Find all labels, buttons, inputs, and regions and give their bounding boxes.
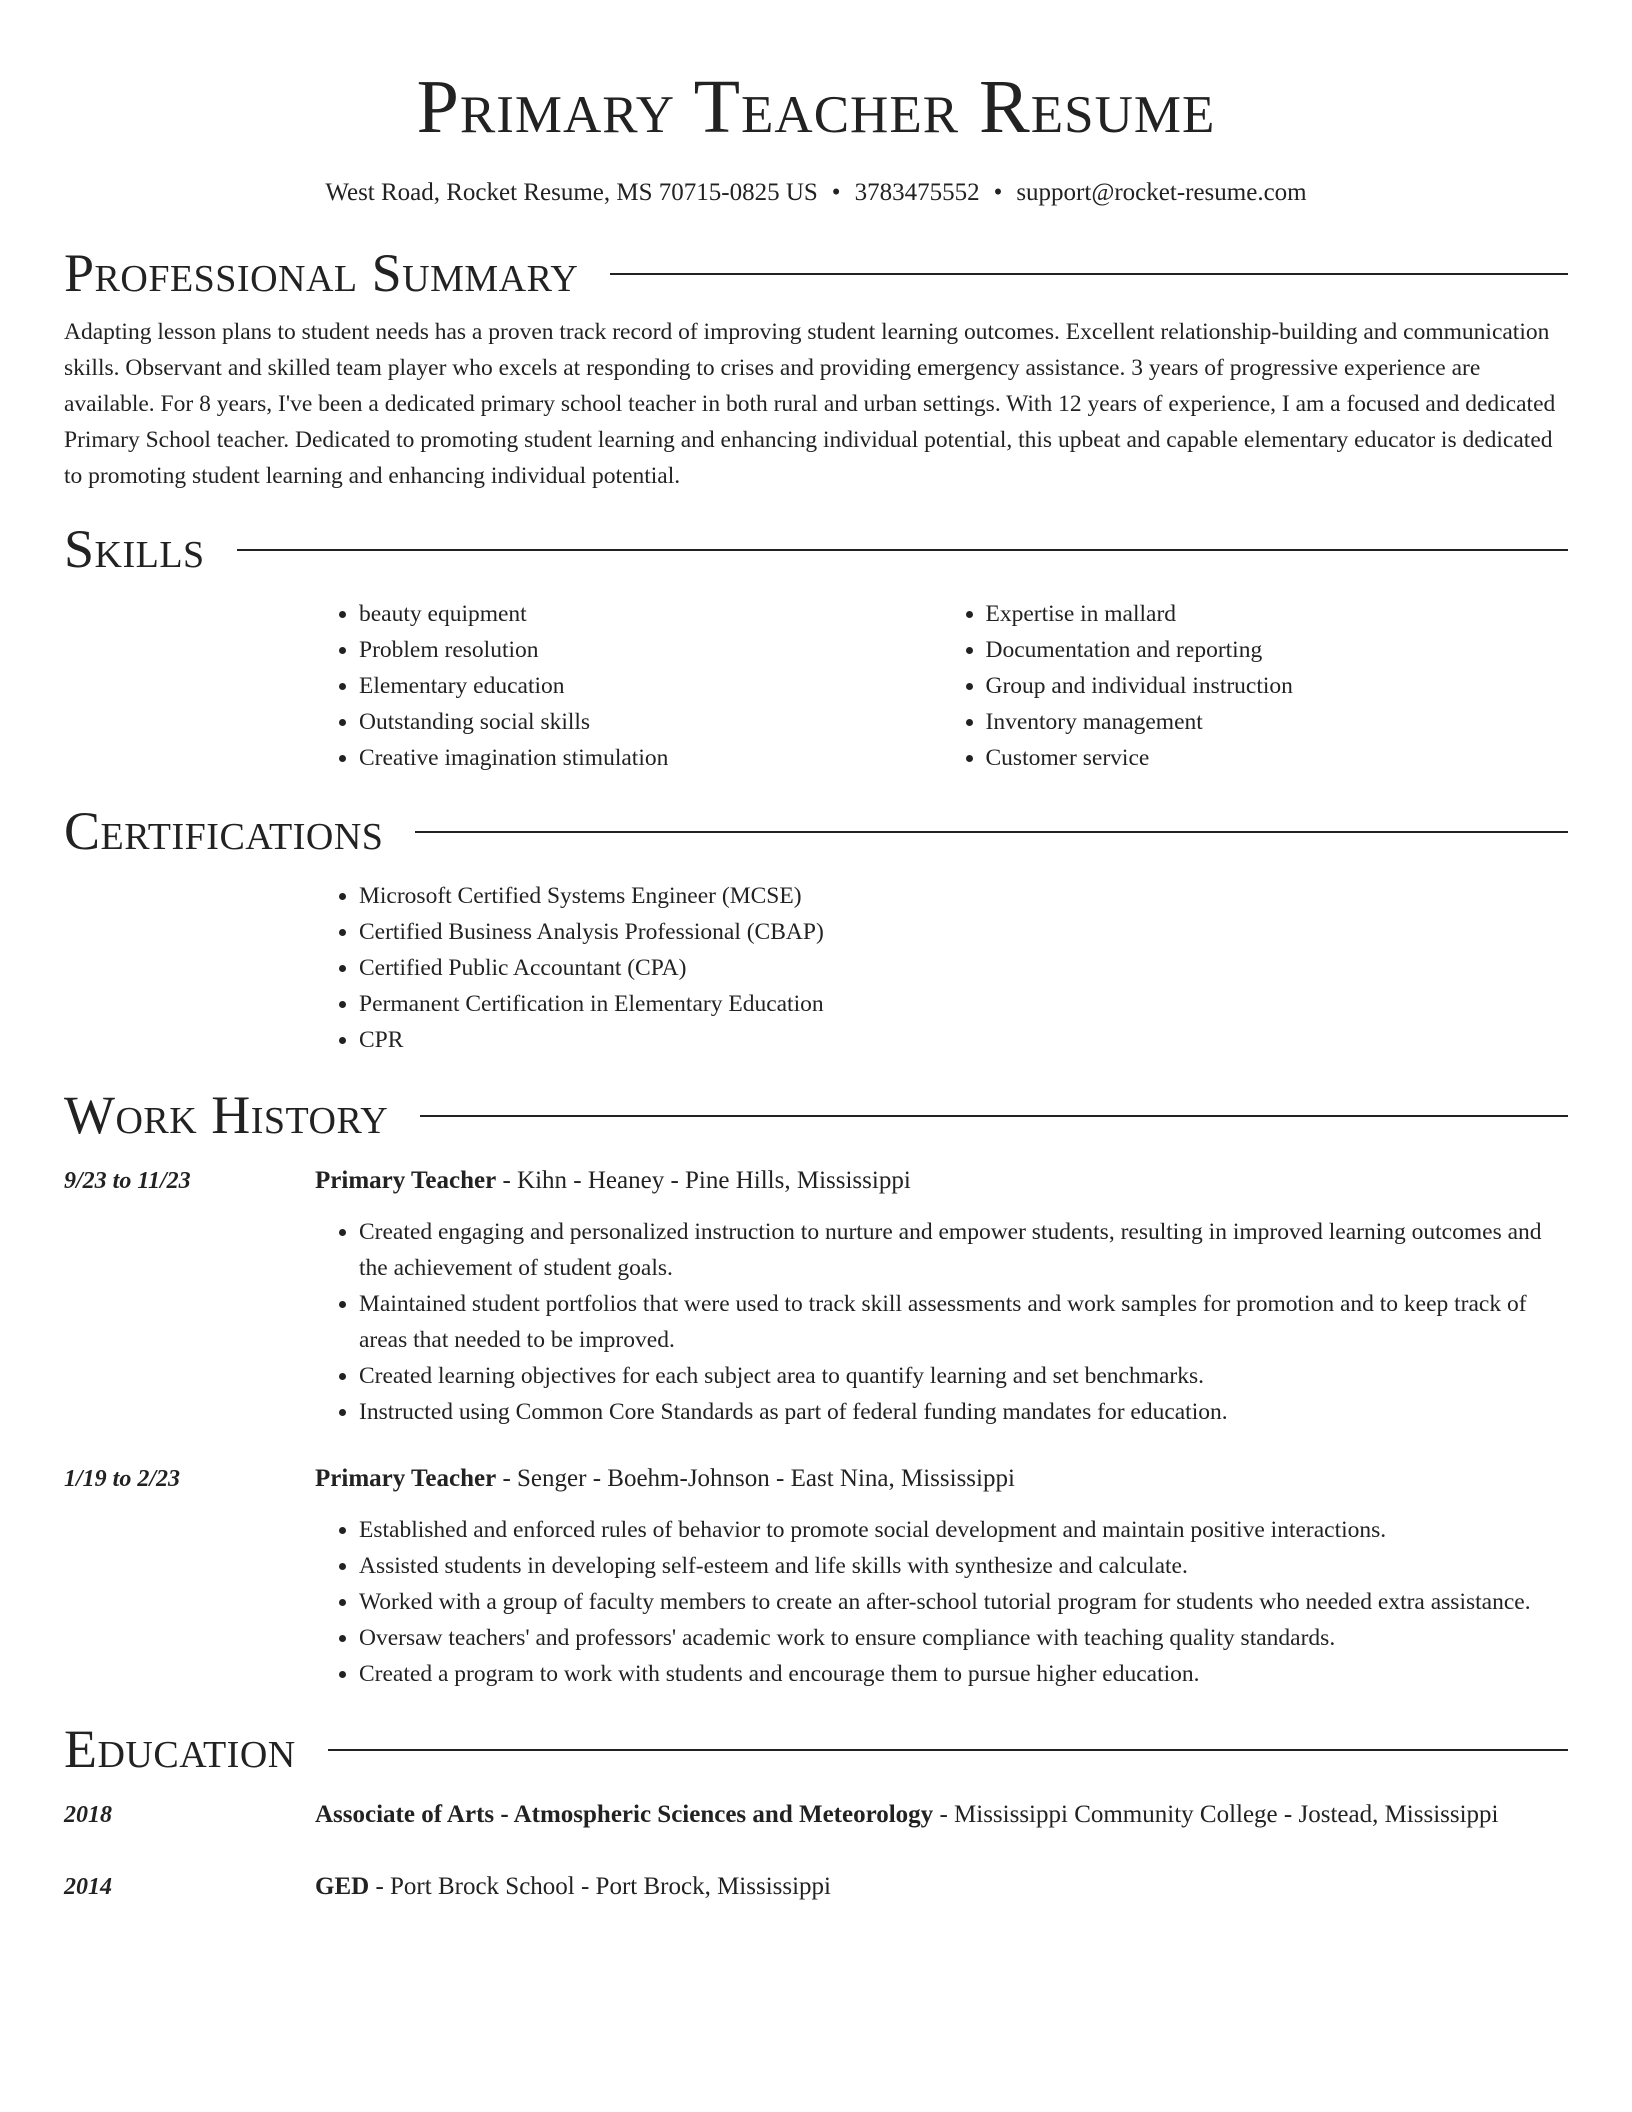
- summary-section-header: [64, 238, 1568, 308]
- job-bullet: • Worked with a group of faculty members to create an after-school tutorial program for students who needed extra assistance.: [359, 1584, 1568, 1620]
- job-bullet: • Created a program to work with students and encourage them to pursue higher education.: [359, 1656, 1568, 1692]
- contact-line: [64, 176, 1568, 210]
- education-body: [315, 1868, 1568, 1906]
- job-bullet: • Created learning objectives for each subject area to quantify learning and set benchmarks.: [359, 1358, 1568, 1394]
- job-heading: [315, 1460, 1568, 1498]
- summary-text: Adapting lesson plans to student needs has a proven track record of improving student learning outcomes. Excellent relationship-building and communication skills. Observant and skilled team player who excels at responding to crises and providing emergency assistance. 3 years of progressive experience are available. For 8 years, I've been a dedicated primary school teacher in both rural and urban settings. With 12 years of experience, I am a focused and dedicated Primary School teacher. Dedicated to promoting student learning and enhancing individual potential, this upbeat and capable elementary educator is dedicated to promoting student learning and enhancing individual potential.: [64, 319, 1556, 489]
- job-body: [315, 1162, 1568, 1430]
- job-heading: [315, 1162, 1568, 1200]
- job-bullet: • Assisted students in developing self-esteem and life skills with synthesize and calculate.: [359, 1548, 1568, 1584]
- education-date: 2018: [64, 1802, 112, 1828]
- certification-item: • Certified Business Analysis Professional (CBAP): [359, 914, 1568, 950]
- contact-separator: •: [993, 179, 1003, 206]
- certifications-heading: Certifications: [64, 801, 384, 861]
- section-divider: [420, 1115, 1568, 1117]
- contact-address: West Road, Rocket Resume, MS 70715-0825 US: [325, 179, 818, 206]
- resume-title: Primary Teacher Resume: [416, 65, 1216, 149]
- job-bullet: • Oversaw teachers' and professors' academic work to ensure compliance with teaching quality standards.: [359, 1620, 1568, 1656]
- skill-item: • Creative imagination stimulation: [359, 740, 942, 776]
- skill-item: • Customer service: [986, 740, 1569, 776]
- skill-item: • Documentation and reporting: [986, 632, 1569, 668]
- job-bullet: • Established and enforced rules of behavior to promote social development and maintain positive interactions.: [359, 1512, 1568, 1548]
- education-heading-line: [315, 1796, 1568, 1834]
- skills-list-left: [315, 596, 942, 776]
- job-date: 1/19 to 2/23: [64, 1466, 181, 1492]
- skills-heading: Skills: [64, 519, 205, 579]
- skills-list-right: [942, 596, 1569, 776]
- skills-grid: [315, 596, 1568, 776]
- education-details: - Mississippi Community College - Jostead, Mississippi: [933, 1801, 1499, 1828]
- job-title: Primary Teacher: [315, 1167, 497, 1194]
- section-divider: [415, 831, 1568, 833]
- education-degree: GED: [315, 1873, 370, 1900]
- skill-item: • Outstanding social skills: [359, 704, 942, 740]
- resume-page: [64, 0, 1568, 1906]
- certifications-section-header: [64, 796, 1568, 866]
- job-details: - Kihn - Heaney - Pine Hills, Mississippi: [496, 1167, 911, 1194]
- section-divider: [610, 273, 1568, 275]
- education-details: - Port Brock School - Port Brock, Mississippi: [369, 1873, 832, 1900]
- work-heading: Work History: [64, 1085, 389, 1145]
- section-divider: [237, 549, 1568, 551]
- skill-item: • Group and individual instruction: [986, 668, 1569, 704]
- education-date: 2014: [64, 1874, 112, 1900]
- education-heading-line: [315, 1868, 1568, 1906]
- skill-item: • Inventory management: [986, 704, 1569, 740]
- job-bullets: [315, 1512, 1568, 1692]
- section-divider: [328, 1749, 1568, 1751]
- certification-item: • Certified Public Accountant (CPA): [359, 950, 1568, 986]
- certifications-list: [315, 878, 1568, 1058]
- education-body: [315, 1796, 1568, 1834]
- job-date: 9/23 to 11/23: [64, 1168, 191, 1194]
- job-title: Primary Teacher: [315, 1465, 497, 1492]
- job-bullet: • Instructed using Common Core Standards as part of federal funding mandates for education.: [359, 1394, 1568, 1430]
- work-section-header: [64, 1080, 1568, 1150]
- education-entry: [64, 1868, 1568, 1906]
- skill-item: • Expertise in mallard: [986, 596, 1569, 632]
- summary-heading: Professional Summary: [64, 243, 579, 303]
- skills-section-header: [64, 514, 1568, 584]
- skill-item: • Elementary education: [359, 668, 942, 704]
- certification-item: • CPR: [359, 1022, 1568, 1058]
- job-bullet: • Maintained student portfolios that were used to track skill assessments and work samples for promotion and to keep track of areas that needed to be improved.: [359, 1286, 1568, 1358]
- job-bullet: • Created engaging and personalized instruction to nurture and empower students, resulting in improved learning outcomes and the achievement of student goals.: [359, 1214, 1568, 1286]
- education-degree: Associate of Arts - Atmospheric Sciences and Meteorology: [315, 1801, 934, 1828]
- education-section-header: [64, 1714, 1568, 1784]
- job-entry: [64, 1162, 1568, 1430]
- job-details: - Senger - Boehm-Johnson - East Nina, Mississippi: [496, 1465, 1015, 1492]
- certification-item: • Permanent Certification in Elementary Education: [359, 986, 1568, 1022]
- job-body: [315, 1460, 1568, 1692]
- contact-phone: 3783475552: [854, 179, 980, 206]
- skill-item: • Problem resolution: [359, 632, 942, 668]
- education-heading: Education: [64, 1719, 296, 1779]
- job-bullets: [315, 1214, 1568, 1430]
- certification-item: • Microsoft Certified Systems Engineer (MCSE): [359, 878, 1568, 914]
- job-entry: [64, 1460, 1568, 1692]
- contact-email: support@rocket-resume.com: [1016, 179, 1307, 206]
- contact-separator: •: [831, 179, 841, 206]
- education-entry: [64, 1796, 1568, 1834]
- skill-item: • beauty equipment: [359, 596, 942, 632]
